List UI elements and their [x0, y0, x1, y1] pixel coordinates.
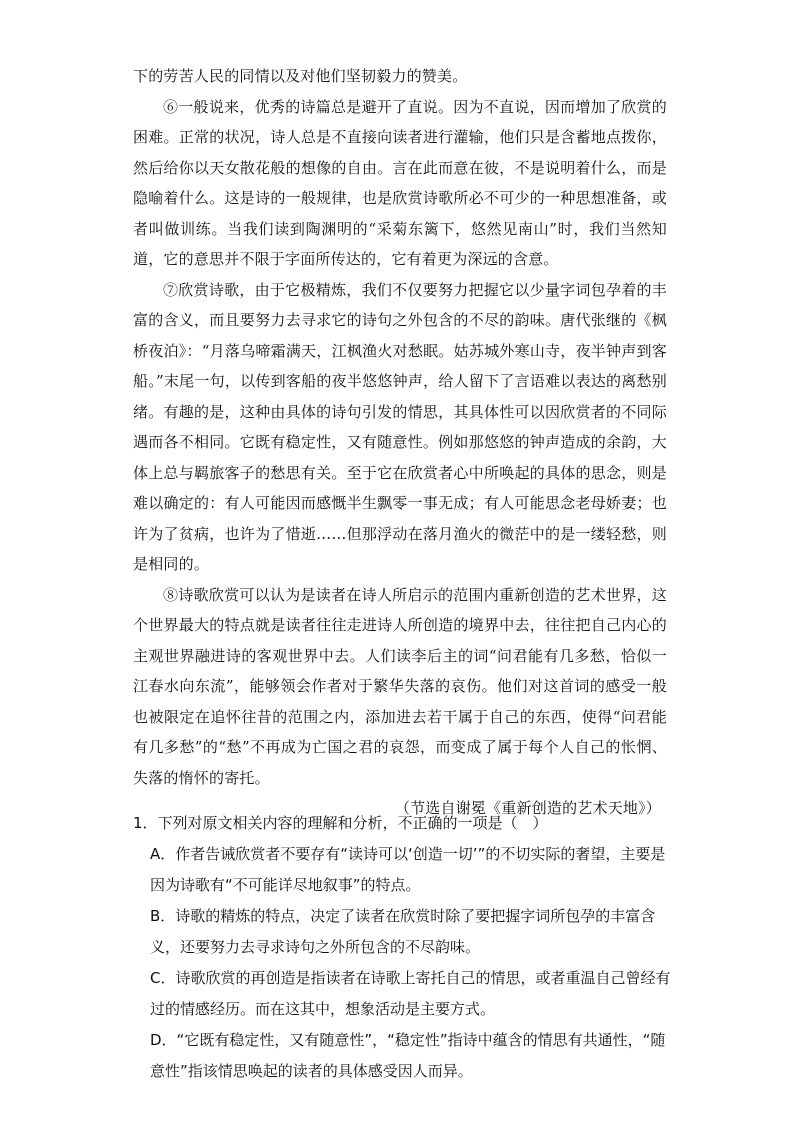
option-a: A．作者告诫欣赏者不要存有“读诗可以‘创造一切’”的不切实际的奢望，主要是因为诗歌有“不可能详尽地叙事”的特点。 — [150, 845, 666, 894]
option-c: C．诗歌欣赏的再创造是指读者在诗歌上寄托自己的情思，或者重温自己曾经有过的情感经历。而在这其中，想象活动是主要方式。 — [150, 969, 671, 1018]
passage-source: （节选自谢冕《重新创造的艺术天地》） — [394, 799, 661, 817]
option-d: D．“它既有稳定性，又有随意性”，“稳定性”指诗中蕴含的情思有共通性，“随意性”指该情思唤起的读者的具体感受因人而异。 — [150, 1031, 666, 1080]
question-stem: 1．下列对原文相关内容的理解和分析，不正确的一项是（ ） — [133, 814, 548, 832]
paragraph-6: ⑥一般说来，优秀的诗篇总是避开了直说。因为不直说，因而增加了欣赏的困难。正常的状况，诗人总是不直接向读者进行灌输，他们只是含蓄地点拨你，然后给你以天女散花般的想像的自由。言在此而意在彼，不是说明着什么，而是隐喻着什么。这是诗的一般规律，也是欣赏诗歌所必不可少的一种思想准备，或者叫做训练。当我们读到陶渊明的“采菊东篱下，悠然见南山”时，我们当然知道，它的意思并不限于字面所传达的，它有着更为深远的含意。 — [133, 97, 667, 268]
question-1 — [133, 808, 673, 1087]
passage-intro-line: 下的劳苦人民的同情以及对他们坚韧毅力的赞美。 — [133, 67, 468, 85]
paragraph-7: ⑦欣赏诗歌，由于它极精炼，我们不仅要努力把握它以少量字词包孕着的丰富的含义，而且要努力去寻求它的诗句之外包含的不尽的韵味。唐代张继的《枫桥夜泊》：“月落乌啼霜满天，江枫渔火对愁眠。姑苏城外寒山寺，夜半钟声到客船。”末尾一句，以传到客船的夜半悠悠钟声，给人留下了言语难以表达的离愁别绪。有趣的是，这种由具体的诗句引发的情思，其具体性可以因欣赏者的不同际遇而各不相同。它既有稳定性，又有随意性。例如那悠悠的钟声造成的余韵，大体上总与羁旅客子的愁思有关。至于它在欣赏者心中所唤起的具体的思念，则是难以确定的：有人可能因而感慨半生飘零一事无成；有人可能思念老母娇妻；也许为了贫病，也许为了惜逝……但那浮动在落月渔火的微茫中的是一缕轻愁，则是相同的。 — [133, 280, 667, 573]
reading-passage — [133, 61, 667, 824]
option-b: B．诗歌的精炼的特点，决定了读者在欣赏时除了要把握字词所包孕的丰富含义，还要努力去寻求诗句之外所包含的不尽韵味。 — [150, 907, 656, 956]
paragraph-8: ⑧诗歌欣赏可以认为是读者在诗人所启示的范围内重新创造的艺术世界，这个世界最大的特点就是读者往往走进诗人所创造的境界中去，往往把自己内心的主观世界融进诗的客观世界中去。人们读李后主的词“问君能有几多愁，恰似一江春水向东流”，能够领会作者对于繁华失落的哀伤。他们对这首词的感受一般也被限定在追怀往昔的范围之内，添加进去若干属于自己的东西，使得“问君能有几多愁”的“愁”不再成为亡国之君的哀怨，而变成了属于每个人自己的怅惘、失落的惰怀的寄托。 — [133, 585, 667, 787]
